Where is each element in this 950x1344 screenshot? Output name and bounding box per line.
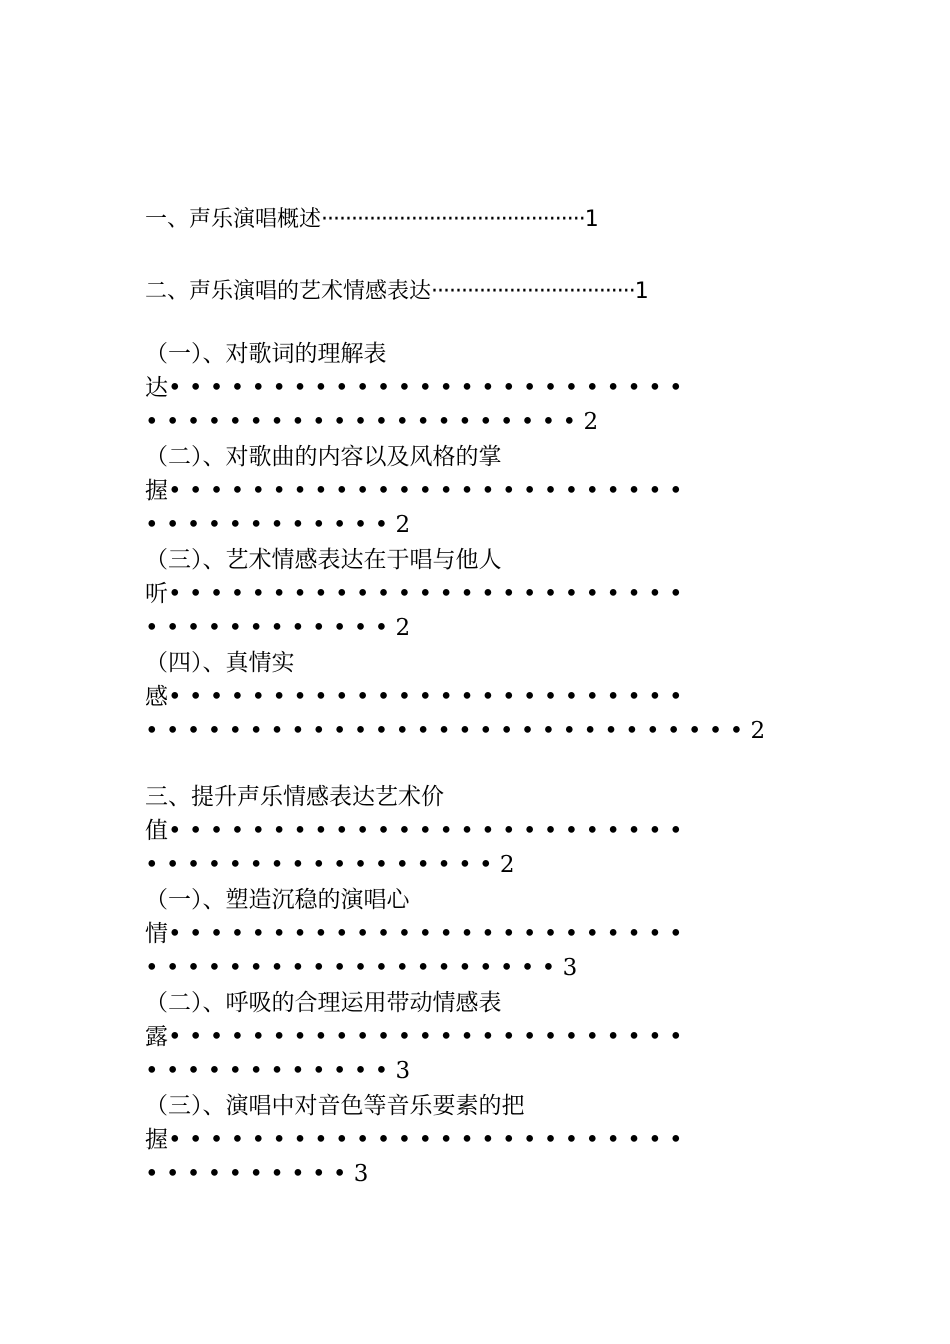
toc-entry-tail: 情 <box>145 921 168 947</box>
toc-entry-heading: （三）、艺术情感表达在于唱与他人 <box>145 547 502 573</box>
toc-leader-dots: ············································ <box>321 207 585 232</box>
toc-entry-page: 3 <box>395 1058 411 1084</box>
toc-entry[interactable] <box>145 646 785 748</box>
toc-leader-dots: • • • • • • • • • • • • • • • • • • • • • • • • • • • • • • • • • • • • • • • • • • • • • <box>145 921 683 981</box>
toc-entry-tail: 听 <box>145 581 168 607</box>
toc-entry-heading: 一、声乐演唱概述 <box>145 207 322 232</box>
toc-entry-heading: 三、提升声乐情感表达艺术价 <box>145 784 444 810</box>
toc-entry-page: 2 <box>395 615 411 641</box>
toc-entry-page: 3 <box>562 955 578 981</box>
toc-leader-dots: • • • • • • • • • • • • • • • • • • • • • • • • • • • • • • • • • • • • • <box>145 581 683 641</box>
toc-entry-heading: 二、声乐演唱的艺术情感表达 <box>145 279 432 304</box>
toc-entry[interactable] <box>145 277 785 307</box>
toc-entry[interactable] <box>145 780 785 882</box>
toc-entry-tail: 感 <box>145 684 168 710</box>
toc-leader-dots: ·································· <box>431 279 635 304</box>
toc-leader-dots: • • • • • • • • • • • • • • • • • • • • • • • • • • • • • • • • • • • • • • • • • • <box>145 818 683 878</box>
toc-entry[interactable] <box>145 337 785 439</box>
toc-entry-page: 2 <box>499 852 515 878</box>
toc-leader-dots: • • • • • • • • • • • • • • • • • • • • • • • • • • • • • • • • • • • • • <box>145 1024 683 1084</box>
toc-leader-dots: • • • • • • • • • • • • • • • • • • • • • • • • • • • • • • • • • • • • • • • • • • • • • • • • • • • • • • <box>145 684 751 744</box>
toc-entry[interactable] <box>145 543 785 645</box>
toc-leader-dots: • • • • • • • • • • • • • • • • • • • • • • • • • • • • • • • • • • • • • <box>145 478 683 538</box>
toc-entry-page: 2 <box>583 409 599 435</box>
toc-entry-page: 1 <box>634 279 649 304</box>
toc-entry-tail: 握 <box>145 478 168 504</box>
toc-entry[interactable] <box>145 205 785 235</box>
toc-entry[interactable] <box>145 883 785 985</box>
toc-leader-dots: • • • • • • • • • • • • • • • • • • • • • • • • • • • • • • • • • • • <box>145 1127 683 1187</box>
toc-entry-page: 2 <box>395 512 411 538</box>
toc-entry[interactable] <box>145 1089 785 1191</box>
toc-entry[interactable] <box>145 440 785 542</box>
toc-leader-dots: • • • • • • • • • • • • • • • • • • • • • • • • • • • • • • • • • • • • • • • • • • • • • • <box>145 375 683 435</box>
toc-entry-page: 2 <box>750 718 766 744</box>
toc-entry-heading: （一）、对歌词的理解表 <box>145 341 387 367</box>
toc-entry-page: 1 <box>584 207 599 232</box>
toc-entry-tail: 握 <box>145 1127 168 1153</box>
toc-entry-heading: （四）、真情实 <box>145 650 295 676</box>
toc-entry-tail: 露 <box>145 1024 168 1050</box>
toc-entry-heading: （三）、演唱中对音色等音乐要素的把 <box>145 1093 525 1119</box>
toc-entry-tail: 达 <box>145 375 168 401</box>
toc-entry[interactable] <box>145 986 785 1088</box>
toc-entry-page: 3 <box>353 1161 369 1187</box>
toc-entry-heading: （一）、塑造沉稳的演唱心 <box>145 887 410 913</box>
toc-entry-tail: 值 <box>145 818 168 844</box>
toc-entry-heading: （二）、呼吸的合理运用带动情感表 <box>145 990 502 1016</box>
toc-entry-heading: （二）、对歌曲的内容以及风格的掌 <box>145 444 502 470</box>
